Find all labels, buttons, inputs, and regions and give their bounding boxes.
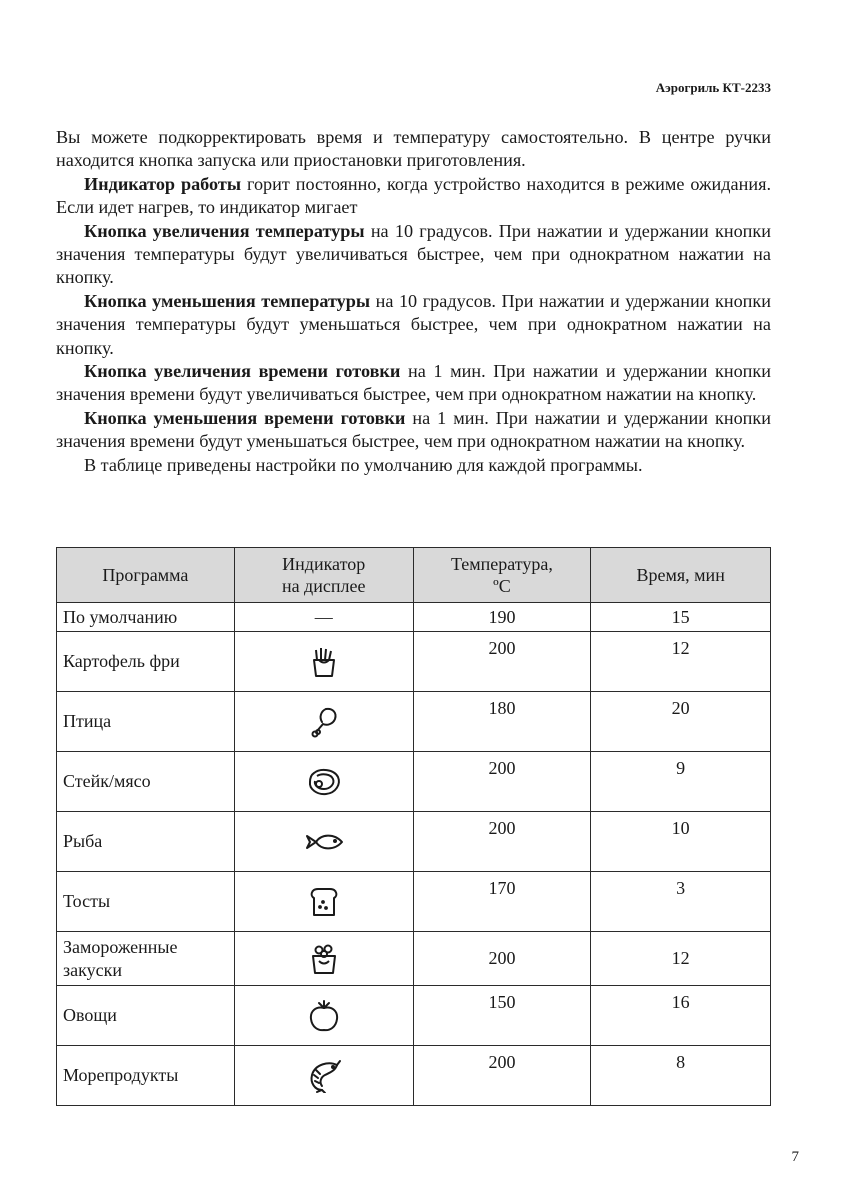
time-value: 15 [591,603,771,632]
table-row [57,752,771,812]
table-row [57,603,771,632]
paragraph [56,126,771,173]
paragraph [56,220,771,290]
running-header: Аэрогриль КТ-2233 [655,80,771,95]
table-row [57,692,771,752]
program-name: По умолчанию [57,603,235,632]
paragraph-text: горит постоянно, когда устройство находится в режиме ожидания. Если идет нагрев, то индикатор мигает [56,173,771,218]
header-indicator-line1: Индикатор [282,554,366,574]
time-value: 16 [591,986,771,1046]
paragraph-text: на 1 мин. При нажатии и удержании кнопки значения времени будут уменьшаться быстрее, чем при однократном нажатии на кнопку. [56,407,771,452]
temperature-value: 180 [413,692,591,752]
program-name: Стейк/мясо [57,752,235,812]
table-row [57,1046,771,1106]
temperature-value: 200 [413,1046,591,1106]
body-text [56,126,771,477]
temperature-value: 200 [413,812,591,872]
header-indicator-line2: на дисплее [281,576,366,596]
programs-table [56,547,771,1106]
header-temperature-line2: ºС [493,576,511,596]
paragraph-bold: Кнопка увеличения температуры [84,220,365,241]
table-row [57,986,771,1046]
table-row [57,632,771,692]
temperature-value: 170 [413,872,591,932]
paragraph [56,360,771,407]
paragraph-text: на 1 мин. При нажатии и удержании кнопки значения времени будут увеличиваться быстрее, чем при однократном нажатии на кнопку. [56,361,771,405]
paragraph-bold: Кнопка уменьшения температуры [84,290,371,311]
table-row [57,932,771,986]
paragraph [56,173,771,220]
toast-icon [234,872,413,932]
program-name: Тосты [57,872,235,932]
temperature-value: 150 [413,986,591,1046]
paragraph [56,407,771,454]
paragraph-text: В таблице приведены настройки по умолчанию для каждой программы. [84,454,643,475]
paragraph-bold: Индикатор работы [84,173,242,194]
page-number: 7 [791,1149,799,1165]
program-name: Морепродукты [57,1046,235,1106]
header-time: Время, мин [591,548,771,603]
paragraph [56,290,771,360]
paragraph-bold: Кнопка уменьшения времени готовки [84,407,406,428]
program-name: Рыба [57,812,235,872]
time-value: 10 [591,812,771,872]
paragraph [56,454,771,477]
header-temperature [413,548,591,603]
frozen-snacks-icon [234,932,413,986]
paragraph-text: на 10 градусов. При нажатии и удержании кнопки значения температуры будут увеличиваться быстрее, чем при однократном нажатии на кнопку. [56,220,771,288]
program-name: Птица [57,692,235,752]
header-indicator [234,548,413,603]
time-value: 12 [591,932,771,986]
fries-icon [234,632,413,692]
temperature-value: 200 [413,632,591,692]
paragraph-bold: Кнопка увеличения времени готовки [84,361,401,382]
time-value: 3 [591,872,771,932]
steak-icon [234,752,413,812]
time-value: 8 [591,1046,771,1106]
table-header-row [57,548,771,603]
indicator-dash: — [234,603,413,632]
paragraph-text: Вы можете подкорректировать время и температуру самостоятельно. В центре ручки находится кнопка запуска или приостановки приготовления. [56,127,771,171]
table-row [57,872,771,932]
temperature-value: 200 [413,752,591,812]
paragraph-text: на 10 градусов. При нажатии и удержании кнопки значения температуры будут уменьшаться быстрее, чем при однократном нажатии на кнопку. [56,290,771,358]
time-value: 12 [591,632,771,692]
vegetable-icon [234,986,413,1046]
program-name: Замороженные закуски [57,932,235,986]
header-program: Программа [57,548,235,603]
header-temperature-line1: Температура, [450,554,553,574]
drumstick-icon [234,692,413,752]
program-name: Картофель фри [57,632,235,692]
fish-icon [234,812,413,872]
program-name: Овощи [57,986,235,1046]
table-row [57,812,771,872]
temperature-value: 190 [413,603,591,632]
shrimp-icon [234,1046,413,1106]
time-value: 9 [591,752,771,812]
time-value: 20 [591,692,771,752]
temperature-value: 200 [413,932,591,986]
